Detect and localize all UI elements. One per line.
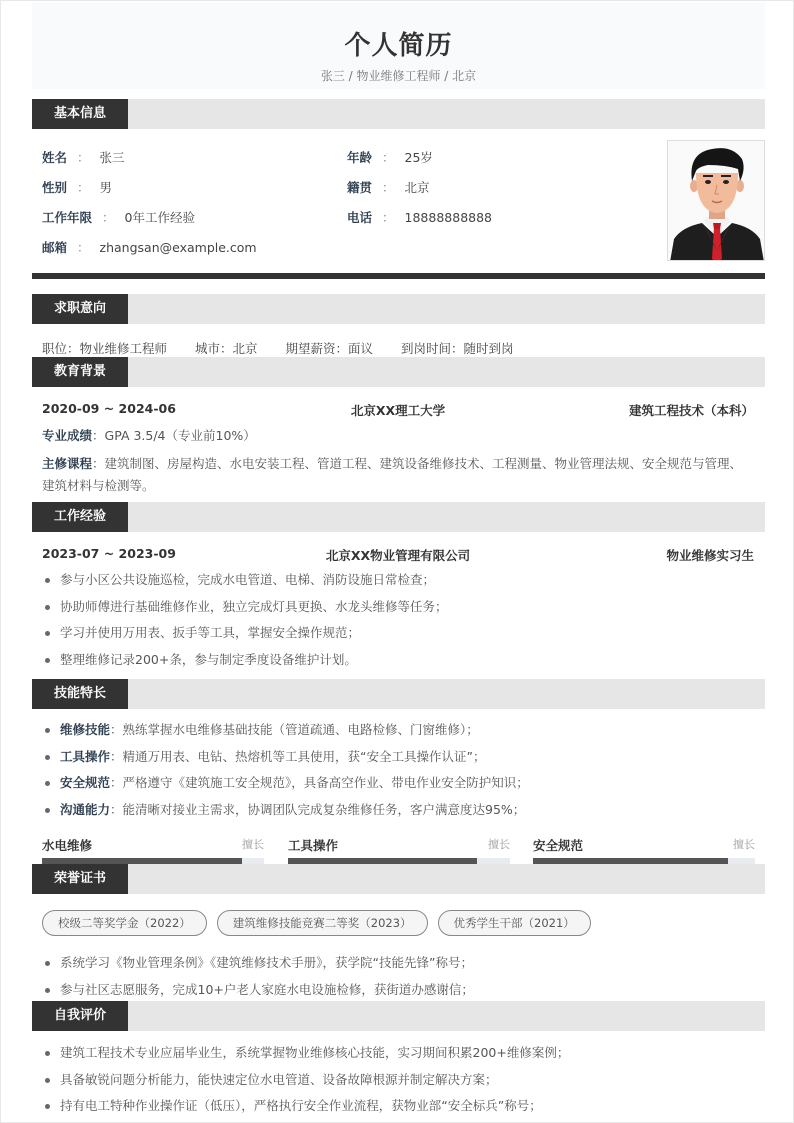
list-item: 具备敏锐问题分析能力，能快速定位水电管道、设备故障根源并制定解决方案； <box>42 1067 754 1094</box>
portrait-icon <box>668 141 765 261</box>
skill-bar-level: 擅长 <box>488 838 510 851</box>
info-years <box>42 208 195 226</box>
honor-badge: 建筑维修技能竞赛二等奖（2023） <box>217 910 428 936</box>
intent-arrival: 到岗时间：随时到岗 <box>401 341 514 356</box>
header-divider <box>32 273 765 279</box>
skills-list <box>42 717 754 823</box>
skill-bar-name: 安全规范 <box>533 838 584 853</box>
section-title: 求职意向 <box>32 294 128 324</box>
skill-text: ：精通万用表、电钻、热熔机等工具使用，获“安全工具操作认证”； <box>110 748 486 764</box>
skill-bar-level: 擅长 <box>733 838 755 851</box>
list-item: 持有电工特种作业操作证（低压），严格执行安全作业流程，获物业部“安全标兵”称号； <box>42 1093 754 1120</box>
info-value: 张三 <box>99 150 125 165</box>
intent-salary: 期望薪资：面议 <box>285 341 374 356</box>
list-item: 系统学习《物业管理条例》《建筑维修技术手册》，获学院“技能先锋”称号； <box>42 950 754 977</box>
section-header-basic <box>32 99 765 129</box>
honor-badges <box>42 910 591 936</box>
work-company: 北京XX物业管理有限公司 <box>325 548 471 563</box>
skill-bar-safety <box>533 835 755 854</box>
courses-value: ：建筑制图、房屋构造、水电安装工程、管道工程、建筑设备维修技术、工程测量、物业管理法规、安全规范与管理、建筑材料与检测等。 <box>42 456 743 493</box>
list-item: 整理维修记录200+条，参与制定季度设备维护计划。 <box>42 647 754 674</box>
info-value: 0年工作经验 <box>124 210 195 225</box>
education-major: 建筑工程技术（本科） <box>628 403 754 418</box>
section-header-education <box>32 357 765 387</box>
section-title: 基本信息 <box>32 99 128 129</box>
skill-bar-name: 水电维修 <box>42 838 93 853</box>
honor-badge: 校级二等奖学金（2022） <box>42 910 207 936</box>
info-name <box>42 148 125 166</box>
list-item: 参与社区志愿服务，完成10+户老人家庭水电设施检修，获街道办感谢信； <box>42 977 754 1004</box>
info-label: 籍贯 <box>347 180 373 195</box>
section-title: 自我评价 <box>32 1001 128 1031</box>
info-colon: ： <box>77 150 90 165</box>
info-value: 25岁 <box>404 150 433 165</box>
list-item <box>42 770 754 797</box>
education-period: 2020-09 ~ 2024-06 <box>42 401 176 416</box>
info-gender <box>42 178 112 196</box>
skill-bar-level: 擅长 <box>242 838 264 851</box>
work-period: 2023-07 ~ 2023-09 <box>42 546 176 561</box>
resume-header <box>32 3 765 89</box>
info-label: 电话 <box>347 210 373 225</box>
courses-label: 主修课程 <box>42 456 93 471</box>
grade-value: ：GPA 3.5/4（专业前10%） <box>92 428 256 443</box>
info-colon: ： <box>77 180 90 195</box>
info-email <box>42 238 257 256</box>
skill-label: 沟通能力 <box>60 801 111 817</box>
education-school: 北京XX理工大学 <box>350 403 446 418</box>
skill-label: 工具操作 <box>60 748 111 764</box>
list-item: 参与小区公共设施巡检，完成水电管道、电梯、消防设施日常检查； <box>42 567 754 594</box>
list-item <box>42 744 754 771</box>
skill-bar-name: 工具操作 <box>288 838 339 853</box>
section-title: 教育背景 <box>32 357 128 387</box>
info-phone <box>347 208 492 226</box>
work-role: 物业维修实习生 <box>666 548 754 563</box>
honors-list <box>42 950 754 1003</box>
section-title: 技能特长 <box>32 679 128 709</box>
info-hometown <box>347 178 430 196</box>
intent-position: 职位：物业维修工程师 <box>42 341 168 356</box>
info-label: 邮箱 <box>42 240 68 255</box>
section-title: 荣誉证书 <box>32 864 128 894</box>
info-colon: ： <box>382 150 395 165</box>
info-value: 18888888888 <box>404 210 493 225</box>
section-header-self <box>32 1001 765 1031</box>
info-colon: ： <box>382 180 395 195</box>
info-colon: ： <box>382 210 395 225</box>
info-value: 男 <box>99 180 113 195</box>
info-value: 北京 <box>404 180 430 195</box>
avatar-photo <box>667 140 765 261</box>
section-header-intent <box>32 294 765 324</box>
section-title: 工作经验 <box>32 502 128 532</box>
list-item <box>42 797 754 824</box>
skill-label: 安全规范 <box>60 775 111 790</box>
education-grade <box>42 425 754 447</box>
page-subtitle: 张三 / 物业维修工程师 / 北京 <box>320 69 477 83</box>
skill-text: ：能清晰对接业主需求，协调团队完成复杂维修任务，客户满意度达95%； <box>110 801 526 817</box>
skill-text: ：严格遵守《建筑施工安全规范》，具备高空作业、带电作业安全防护知识； <box>110 775 529 790</box>
info-value: zhangsan@example.com <box>99 240 257 255</box>
work-duties <box>42 567 754 673</box>
info-label: 性别 <box>42 180 68 195</box>
section-header-skills <box>32 679 765 709</box>
skill-bar-plumbing <box>42 835 264 854</box>
page-title: 个人简历 <box>344 31 453 61</box>
grade-label: 专业成绩 <box>42 428 93 443</box>
self-eval-list <box>42 1040 754 1120</box>
list-item: 建筑工程技术专业应届毕业生，系统掌握物业维修核心技能，实习期间积累200+维修案例； <box>42 1040 754 1067</box>
list-item: 学习并使用万用表、扳手等工具，掌握安全操作规范； <box>42 620 754 647</box>
info-colon: ： <box>77 240 90 255</box>
skill-label: 维修技能 <box>60 722 111 737</box>
info-label: 年龄 <box>347 150 373 165</box>
education-courses <box>42 453 754 497</box>
section-header-work <box>32 502 765 532</box>
list-item: 协助师傅进行基础维修作业，独立完成灯具更换、水龙头维修等任务； <box>42 594 754 621</box>
intent-city: 城市：北京 <box>195 341 258 356</box>
list-item <box>42 717 754 744</box>
info-label: 姓名 <box>42 150 68 165</box>
skill-bar-tools <box>288 835 510 854</box>
section-header-honors <box>32 864 765 894</box>
skill-text: ：熟练掌握水电维修基础技能（管道疏通、电路检修、门窗维修）； <box>110 722 479 737</box>
info-colon: ： <box>102 210 115 225</box>
info-age <box>347 148 433 166</box>
info-label: 工作年限 <box>42 210 93 225</box>
job-intent <box>42 339 542 357</box>
honor-badge: 优秀学生干部（2021） <box>438 910 591 936</box>
